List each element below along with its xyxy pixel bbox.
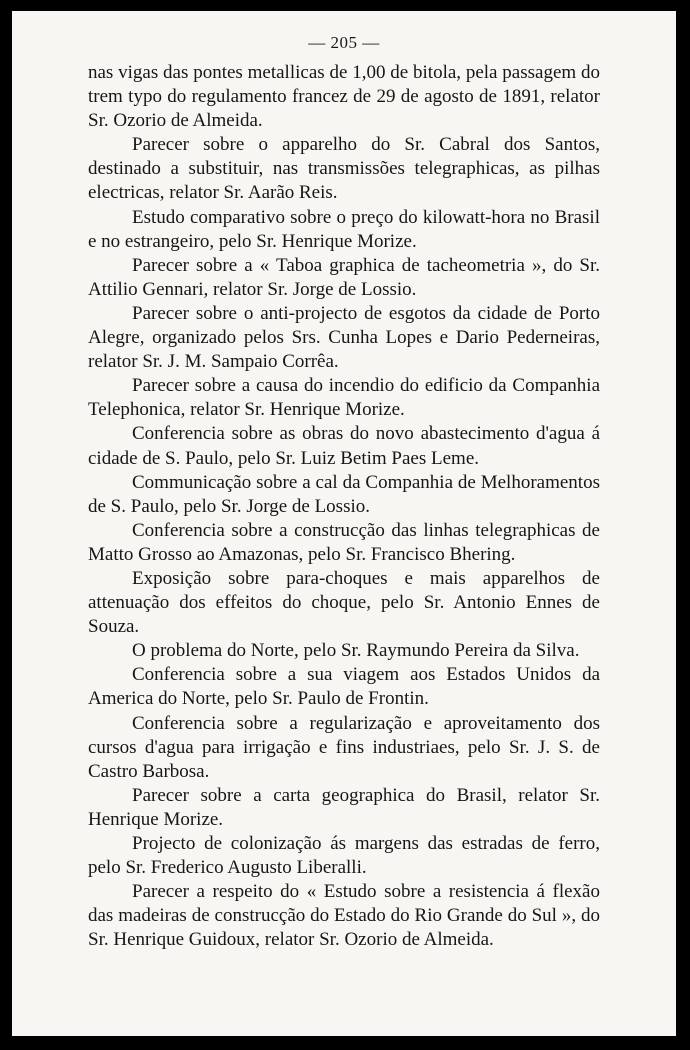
paragraph-irrigacao: Conferencia sobre a regularização e aproveitamento dos cursos d'agua para irrigação e fins industriaes, pelo Sr. J. S. de Castro Barbosa. bbox=[88, 712, 600, 782]
paragraph-cal-melhoramentos: Communicação sobre a cal da Companhia de Melhoramentos de S. Paulo, pelo Sr. Jorge de Lossio. bbox=[88, 471, 600, 517]
paragraph-linhas-telegraphicas: Conferencia sobre a construcção das linhas telegraphicas de Matto Grosso ao Amazonas, pelo Sr. Francisco Bhering. bbox=[88, 519, 600, 565]
paragraph-ozorio-continued: nas vigas das pontes metallicas de 1,00 de bitola, pela passagem do trem typo do regulamento francez de 29 de agosto de 1891, relator Sr. Ozorio de Almeida. bbox=[88, 62, 600, 132]
paragraph-abastecimento-sao-paulo: Conferencia sobre as obras do novo abastecimento d'agua á cidade de S. Paulo, pelo Sr. Luiz Betim Paes Leme. bbox=[88, 423, 600, 469]
paragraph-problema-norte: O problema do Norte, pelo Sr. Raymundo Pereira da Silva. bbox=[132, 640, 580, 662]
paragraph-incendio-telephonica: Parecer sobre a causa do incendio do edificio da Companhia Telephonica, relator Sr. Henrique Morize. bbox=[88, 375, 600, 421]
document-page bbox=[12, 11, 676, 1036]
paragraph-taboa-graphica: Parecer sobre a « Taboa graphica de tacheometria », do Sr. Attilio Gennari, relator Sr. Jorge de Lossio. bbox=[88, 254, 600, 300]
paragraph-kilowatt-hora: Estudo comparativo sobre o preço do kilowatt-hora no Brasil e no estrangeiro, pelo Sr. Henrique Morize. bbox=[88, 206, 600, 252]
paragraph-esgotos-porto-alegre: Parecer sobre o anti-projecto de esgotos da cidade de Porto Alegre, organizado pelos Srs. Cunha Lopes e Dario Pederneiras, relator Sr. J. M. Sampaio Corrêa. bbox=[88, 302, 600, 373]
paragraph-colonizacao: Projecto de colonização ás margens das estradas de ferro, pelo Sr. Frederico Augusto Liberalli. bbox=[88, 833, 600, 879]
paragraph-para-choques: Exposição sobre para-choques e mais apparelhos de attenuação dos effeitos do choque, pelo Sr. Antonio Ennes de Souza. bbox=[88, 567, 600, 638]
paragraph-cabral-santos: Parecer sobre o apparelho do Sr. Cabral dos Santos, destinado a substituir, nas transmissões telegraphicas, as pilhas electricas, relator Sr. Aarão Reis. bbox=[88, 134, 600, 204]
paragraph-resistencia-madeiras: Parecer a respeito do « Estudo sobre a resistencia á flexão das madeiras de construcção do Estado do Rio Grande do Sul », do Sr. Henrique Guidoux, relator Sr. Ozorio de Almeida. bbox=[88, 881, 600, 951]
page-number: — 205 — bbox=[308, 33, 380, 52]
paragraph-viagem-estados-unidos: Conferencia sobre a sua viagem aos Estados Unidos da America do Norte, pelo Sr. Paulo de Frontin. bbox=[88, 664, 600, 710]
paragraph-carta-geographica: Parecer sobre a carta geographica do Brasil, relator Sr. Henrique Morize. bbox=[88, 784, 600, 830]
page-body bbox=[88, 61, 600, 952]
